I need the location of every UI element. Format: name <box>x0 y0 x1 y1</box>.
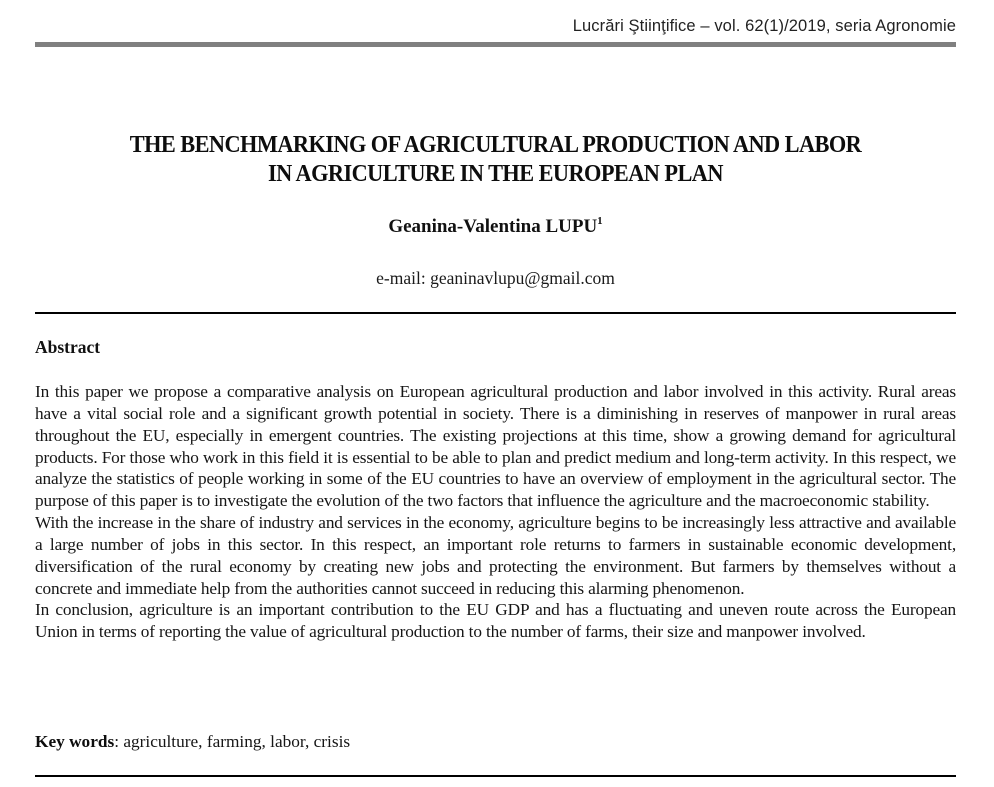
paper-title-line-2: IN AGRICULTURE IN THE EUROPEAN PLAN <box>268 160 723 187</box>
abstract-body <box>35 381 956 643</box>
header-rule <box>35 42 956 47</box>
author-name: Geanina-Valentina LUPU <box>388 216 598 237</box>
paper-title <box>67 131 924 188</box>
abstract-top-rule <box>35 312 956 314</box>
abstract-paragraph: With the increase in the share of industry and services in the economy, agriculture begins to be increasingly less attractive and available a large number of jobs in this sector. In this respect, an important role returns to farmers in sustainable economic development, diversification of the rural economy by creating new jobs and protecting the environment. But farmers by themselves without a concrete and immediate help from the authorities cannot succeed in reducing this alarming phenomenon. <box>35 513 956 598</box>
author-affiliation-mark: 1 <box>597 215 603 227</box>
abstract-paragraph: In conclusion, agriculture is an important contribution to the EU GDP and has a fluctuating and uneven route across the European Union in terms of reporting the value of agricultural production to the number of farms, their size and manpower involved. <box>35 600 956 642</box>
author-email: e-mail: geaninavlupu@gmail.com <box>376 268 615 288</box>
abstract-paragraph: In this paper we propose a comparative analysis on European agricultural production and labor involved in this activity. Rural areas have a vital social role and a significant growth potential in society. There is a diminishing in reserves of manpower in rural areas throughout the EU, especially in emergent countries. The existing projections at this time, show a growing demand for agricultural products. For those who work in this field it is essential to be able to plan and predict medium and long-term activity. In this respect, we analyze the statistics of people working in some of the EU countries to have an overview of employment in the agricultural sector. The purpose of this paper is to investigate the evolution of the two factors that influence the agriculture and the macroeconomic stability. <box>35 382 956 511</box>
running-header: Lucrări Ştiinţifice – vol. 62(1)/2019, seria Agronomie <box>572 17 956 35</box>
keywords <box>35 732 350 752</box>
abstract-bottom-rule <box>35 775 956 777</box>
keywords-value: agriculture, farming, labor, crisis <box>123 732 351 751</box>
abstract-heading: Abstract <box>35 337 101 357</box>
paper-title-line-1: THE BENCHMARKING OF AGRICULTURAL PRODUCTION AND LABOR <box>129 132 862 158</box>
author <box>35 216 956 238</box>
keywords-separator: : <box>114 732 124 751</box>
keywords-label: Key words <box>35 732 115 751</box>
